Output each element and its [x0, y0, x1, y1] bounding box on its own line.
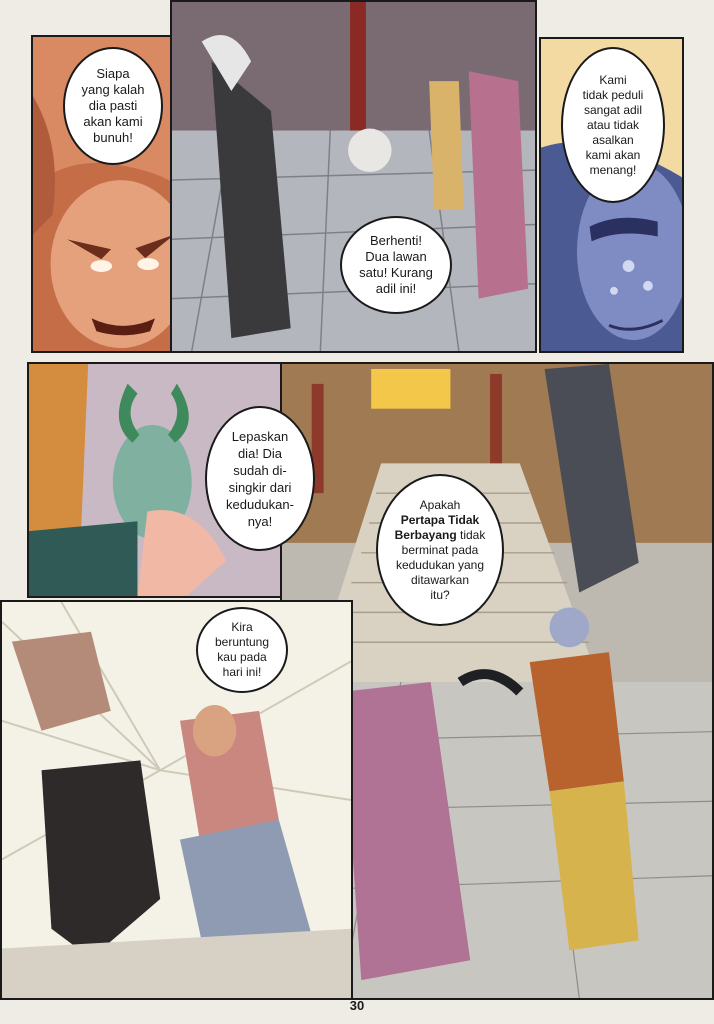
bubble-line: kedudukan yang	[395, 557, 485, 572]
bubble-emphasis-word: Berbayang	[394, 527, 457, 542]
courtyard-fight-illustration	[172, 2, 535, 351]
speech-bubble	[63, 47, 163, 165]
speech-bubble	[376, 474, 504, 626]
bubble-line-emphasis: Pertapa Tidak	[400, 512, 480, 527]
bubble-line: akan kami	[83, 114, 143, 129]
speech-bubble	[561, 47, 665, 203]
speech-bubble	[340, 216, 452, 314]
page-number: 30	[349, 998, 365, 1013]
bubble-line: bunuh!	[93, 130, 133, 145]
panel-horned-demon	[27, 362, 317, 598]
bubble-line: ditawarkan	[410, 572, 470, 587]
bubble-line: hari ini!	[222, 665, 262, 679]
panel-masked-man	[539, 37, 684, 353]
bubble-word: tidak	[456, 527, 486, 542]
bubble-line: nya!	[247, 513, 273, 529]
bubble-line: kedudukan-	[226, 496, 294, 512]
bubble-line: dia pasti	[88, 98, 138, 113]
bubble-line: satu! Kurang	[359, 265, 433, 280]
bubble-line: Apakah	[419, 497, 461, 512]
bubble-line: adil ini!	[375, 281, 417, 296]
bubble-line: kau pada	[217, 650, 267, 664]
bubble-line: Kami	[599, 72, 627, 87]
bubble-line: beruntung	[214, 635, 270, 649]
bubble-line-mixed	[395, 528, 486, 543]
bubble-line: Berhenti!	[369, 233, 423, 248]
bubble-line: itu?	[430, 587, 450, 602]
punch-impact-illustration	[2, 602, 351, 998]
bubble-line: menang!	[589, 162, 637, 177]
panel-courtyard-fight	[170, 0, 537, 353]
speech-bubble	[205, 406, 315, 551]
bubble-line: Kira	[231, 620, 253, 634]
bubble-line: yang kalah	[81, 82, 145, 97]
bubble-line: tidak peduli	[582, 87, 644, 102]
bubble-line: dia! Dia	[237, 445, 283, 461]
bubble-line: kami akan	[585, 147, 641, 162]
bubble-line: Lepaskan	[231, 428, 289, 444]
bubble-line: Dua lawan	[365, 249, 427, 264]
bubble-line: sudah di-	[233, 462, 287, 478]
bubble-line: Siapa	[96, 66, 130, 81]
speech-bubble	[196, 607, 288, 693]
bubble-line: atau tidak	[586, 117, 640, 132]
panel-punch-impact	[0, 600, 353, 1000]
bubble-line: singkir dari	[228, 479, 292, 495]
bubble-line: sangat adil	[583, 102, 643, 117]
bubble-line: asalkan	[592, 132, 634, 147]
bubble-line: berminat pada	[401, 542, 479, 557]
